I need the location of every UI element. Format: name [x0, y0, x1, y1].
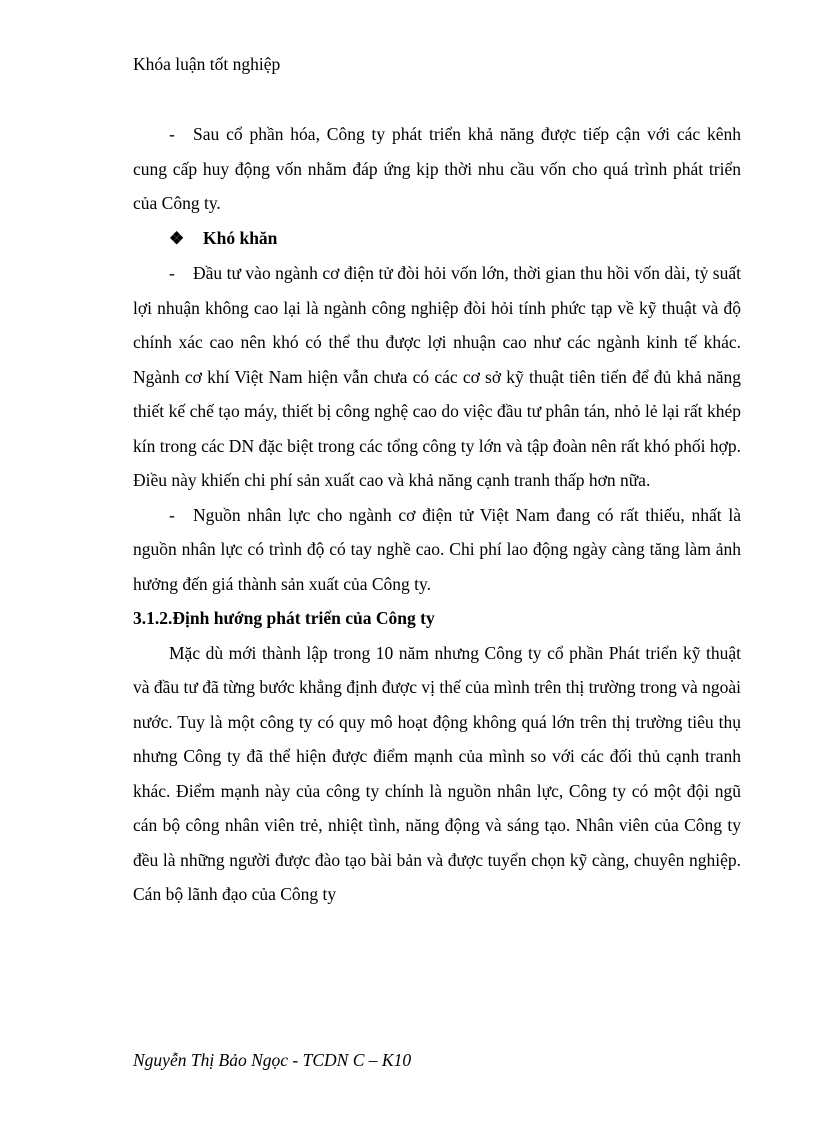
diamond-bullet-icon: ❖	[169, 228, 185, 248]
difficulty-heading-text: Khó khăn	[203, 227, 278, 248]
paragraph-development-direction: Mặc dù mới thành lập trong 10 năm nhưng Công ty cổ phần Phát triển kỹ thuật và đầu tư đã từng bước khẳng định được vị thế của mình trên thị trường trong và ngoài nước. Tuy là một công ty có quy mô hoạt động không quá lớn trên thị trường tiêu thụ nhưng Công ty đã thể hiện được điểm mạnh của mình so với các đối thủ cạnh tranh khác. Điểm mạnh này của công ty chính là nguồn nhân lực, Công ty có một đội ngũ cán bộ công nhân viên trẻ, nhiệt tình, năng động và sáng tạo. Nhân viên của Công ty đều là những người được đào tạo bài bản và được tuyển chọn kỹ càng, chuyên nghiệp. Cán bộ lãnh đạo của Công ty	[133, 642, 741, 904]
paragraph-advantage-capital	[133, 117, 741, 221]
document-body	[133, 117, 741, 912]
list-dash: -	[169, 263, 175, 283]
page-header: Khóa luận tốt nghiệp	[133, 54, 281, 74]
paragraph-text: Nguồn nhân lực cho ngành cơ điện tử Việt Nam đang có rất thiếu, nhất là nguồn nhân lực có trình độ có tay nghề cao. Chi phí lao động ngày càng tăng làm ảnh hưởng đến giá thành sản xuất của Công ty.	[133, 504, 741, 594]
paragraph-difficulty-labor	[133, 498, 741, 602]
section-heading: 3.1.2.Định hướng phát triển của Công ty	[133, 608, 435, 628]
difficulty-heading	[133, 221, 741, 257]
list-dash: -	[169, 504, 175, 525]
paragraph-difficulty-capital	[133, 256, 741, 498]
list-dash: -	[169, 124, 175, 144]
page-footer: Nguyễn Thị Bảo Ngọc - TCDN C – K10	[133, 1050, 412, 1070]
paragraph-text: Sau cổ phần hóa, Công ty phát triển khả năng được tiếp cận với các kênh cung cấp huy động vốn nhằm đáp ứng kịp thời nhu cầu vốn cho quá trình phát triển của Công ty.	[133, 124, 741, 213]
paragraph-text: Đầu tư vào ngành cơ điện tử đòi hỏi vốn lớn, thời gian thu hồi vốn dài, tỷ suất lợi nhuận không cao lại là ngành công nghiệp đòi hỏi tính phức tạp về kỹ thuật và độ chính xác cao nên khó có thể thu được lợi nhuận cao như các ngành kinh tế khác. Ngành cơ khí Việt Nam hiện vẫn chưa có các cơ sở kỹ thuật tiên tiến để đủ khả năng thiết kế chế tạo máy, thiết bị công nghệ cao do việc đầu tư phân tán, nhỏ lẻ lại rất khép kín trong các DN đặc biệt trong các tổng công ty lớn và tập đoàn nên rất khó phối hợp. Điều này khiến chi phí sản xuất cao và khả năng cạnh tranh thấp hơn nữa.	[133, 263, 741, 490]
